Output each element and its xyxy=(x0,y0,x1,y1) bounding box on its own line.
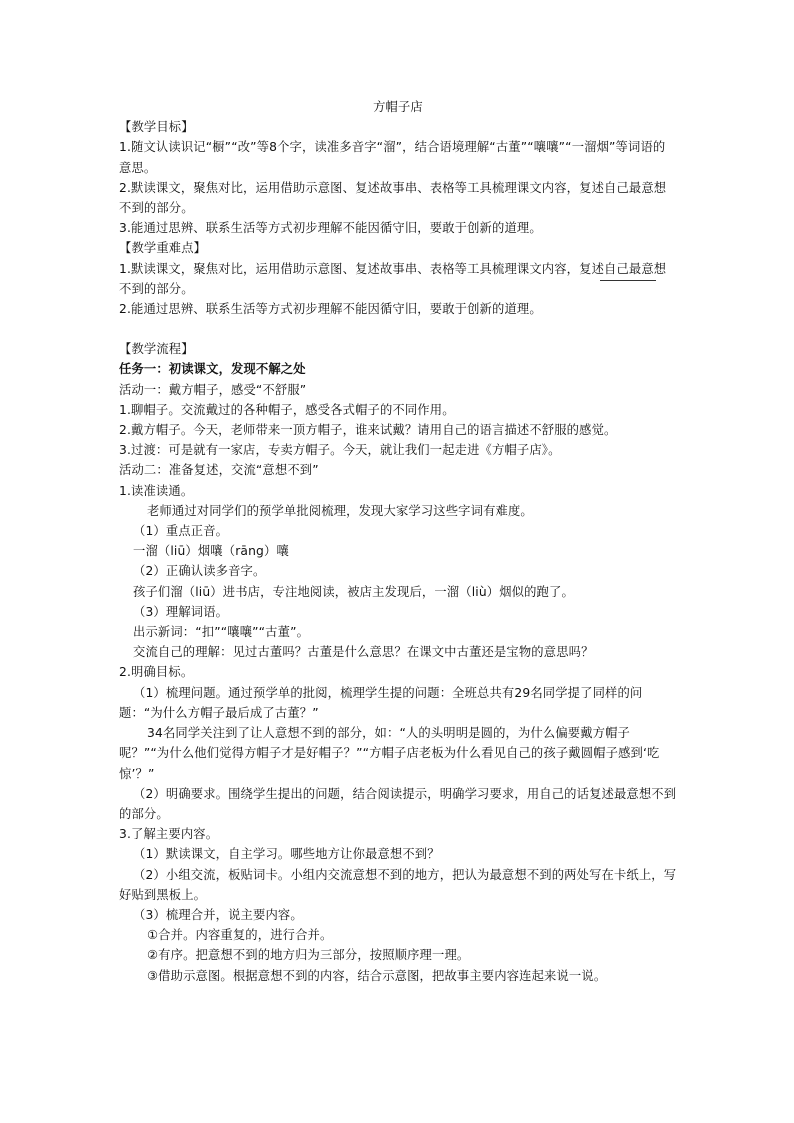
paragraph: 一溜（liū）烟嚷（rāng）嚷 xyxy=(133,544,289,559)
paragraph: （1）重点正音。 xyxy=(133,524,229,539)
paragraph: 交流自己的理解：见过古董吗？古董是什么意思？在课文中古董还是宝物的意思吗？ xyxy=(133,645,594,660)
paragraph: 老师通过对同学们的预学单批阅梳理，发现大家学习这些字词有难度。 xyxy=(147,503,533,518)
paragraph: 【教学重难点】 xyxy=(119,241,207,256)
horizontal-rule xyxy=(600,280,656,281)
paragraph: 2.默读课文，聚焦对比，运用借助示意图、复述故事串、表格等工具梳理课文内容，复述自己最意想不到的部分。 xyxy=(119,180,667,216)
paragraph: 1.聊帽子。交流戴过的各种帽子，感受各式帽子的不同作用。 xyxy=(119,402,455,417)
paragraph: 活动一：戴方帽子，感受“不舒服” xyxy=(119,382,307,397)
paragraph: 3.了解主要内容。 xyxy=(119,827,219,842)
paragraph: （2）小组交流，板贴词卡。小组内交流意想不到的地方，把认为最意想不到的两处写在卡纸上，写好贴到黑板上。 xyxy=(119,867,677,902)
paragraph: 1.默读课文，聚焦对比，运用借助示意图、复述故事串、表格等工具梳理课文内容，复述自己最意想不到的部分。 xyxy=(119,261,667,296)
paragraph: 3.能通过思辨、联系生活等方式初步理解不能因循守旧，要敢于创新的道理。 xyxy=(119,221,542,236)
document-body xyxy=(119,97,677,986)
paragraph: 【教学流程】 xyxy=(119,342,194,357)
paragraph: ②有序。把意想不到的地方归为三部分，按照顺序理一理。 xyxy=(147,948,470,963)
paragraph: （3）理解词语。 xyxy=(133,604,229,619)
blank-line xyxy=(119,319,677,339)
paragraph: 3.过渡：可是就有一家店，专卖方帽子。今天，就让我们一起走进《方帽子店》。 xyxy=(119,443,561,458)
paragraph: 1.随文认读识记“橱”“改”等8个字，读准多音字“溜”，结合语境理解“古董”“嚷嚷”“一溜烟”等词语的意思。 xyxy=(119,140,666,175)
paragraph: 出示新词：“扣”“嚷嚷”“古董”。 xyxy=(133,625,310,640)
paragraph: （2）正确认读多音字。 xyxy=(133,564,266,579)
paragraph: 活动二：准备复述，交流“意想不到” xyxy=(119,463,319,478)
paragraph: 任务一：初读课文，发现不解之处 xyxy=(119,362,306,377)
paragraph: （1）梳理问题。通过预学单的批阅，梳理学生提的问题：全班总共有29名同学提了同样的问题：“为什么方帽子最后成了古董？” xyxy=(119,685,643,720)
paragraph: ③借助示意图。根据意想不到的内容，结合示意图，把故事主要内容连起来说一说。 xyxy=(147,968,607,983)
paragraph: 【教学目标】 xyxy=(119,120,194,135)
paragraph: 1.读准读通。 xyxy=(119,483,194,498)
paragraph: 2.戴方帽子。今天，老师带来一顶方帽子，谁来试戴？请用自己的语言描述不舒服的感觉。 xyxy=(119,423,617,438)
paragraph: ①合并。内容重复的，进行合并。 xyxy=(147,928,333,943)
paragraph: 34名同学关注到了让人意想不到的部分，如：“人的头明明是圆的，为什么偏要戴方帽子呢？”“为什么他们觉得方帽子才是好帽子？”“方帽子店老板为什么看见自己的孩子戴圆帽子感到‘吃惊’？” xyxy=(119,726,660,781)
paragraph: 孩子们溜（liū）进书店，专注地阅读，被店主发现后，一溜（liù）烟似的跑了。 xyxy=(133,584,574,599)
paragraph: （3）梳理合并，说主要内容。 xyxy=(133,907,303,922)
paragraph: （1）默读课文，自主学习。哪些地方让你最意想不到？ xyxy=(133,847,440,862)
paragraph-list xyxy=(119,117,677,986)
paragraph: （2）明确要求。围绕学生提出的问题，结合阅读提示，明确学习要求，用自己的话复述最意想不到的部分。 xyxy=(119,786,677,821)
document-title: 方帽子店 xyxy=(373,100,423,114)
paragraph: 2.明确目标。 xyxy=(119,665,194,680)
paragraph: 2.能通过思辨、联系生活等方式初步理解不能因循守旧，要敢于创新的道理。 xyxy=(119,302,542,317)
